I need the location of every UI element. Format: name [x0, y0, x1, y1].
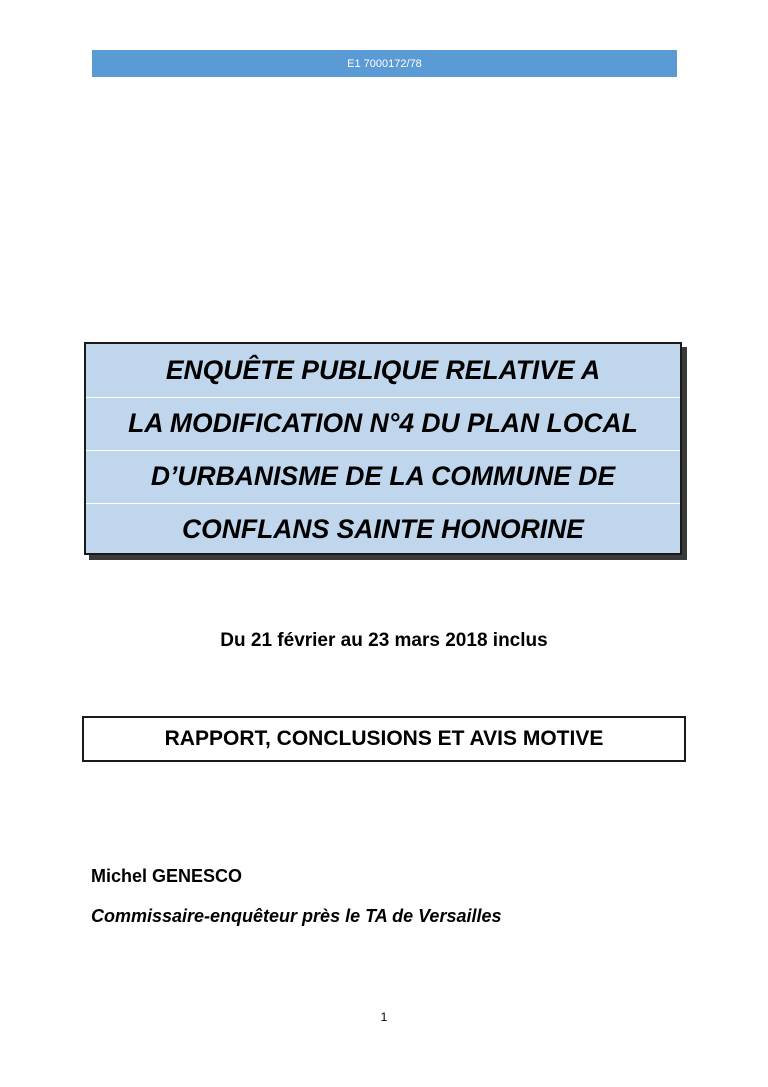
report-heading-box	[82, 716, 686, 762]
header-reference-bar	[92, 50, 677, 77]
page-number: 1	[380, 1010, 388, 1024]
author-role: Commissaire-enquêteur près le TA de Versailles	[91, 906, 502, 926]
author-name: Michel GENESCO	[91, 866, 243, 886]
title-box	[84, 342, 682, 555]
title-line-4: CONFLANS SAINTE HONORINE	[182, 514, 584, 544]
title-line-1: ENQUÊTE PUBLIQUE RELATIVE A	[165, 355, 601, 385]
title-line-3: D’URBANISME DE LA COMMUNE DE	[150, 461, 616, 491]
reference-number: E1 7000172/78	[347, 57, 422, 70]
inquiry-dates: Du 21 février au 23 mars 2018 inclus	[220, 630, 548, 651]
title-line-2: LA MODIFICATION N°4 DU PLAN LOCAL	[128, 408, 638, 438]
report-heading: RAPPORT, CONCLUSIONS ET AVIS MOTIVE	[164, 727, 604, 750]
